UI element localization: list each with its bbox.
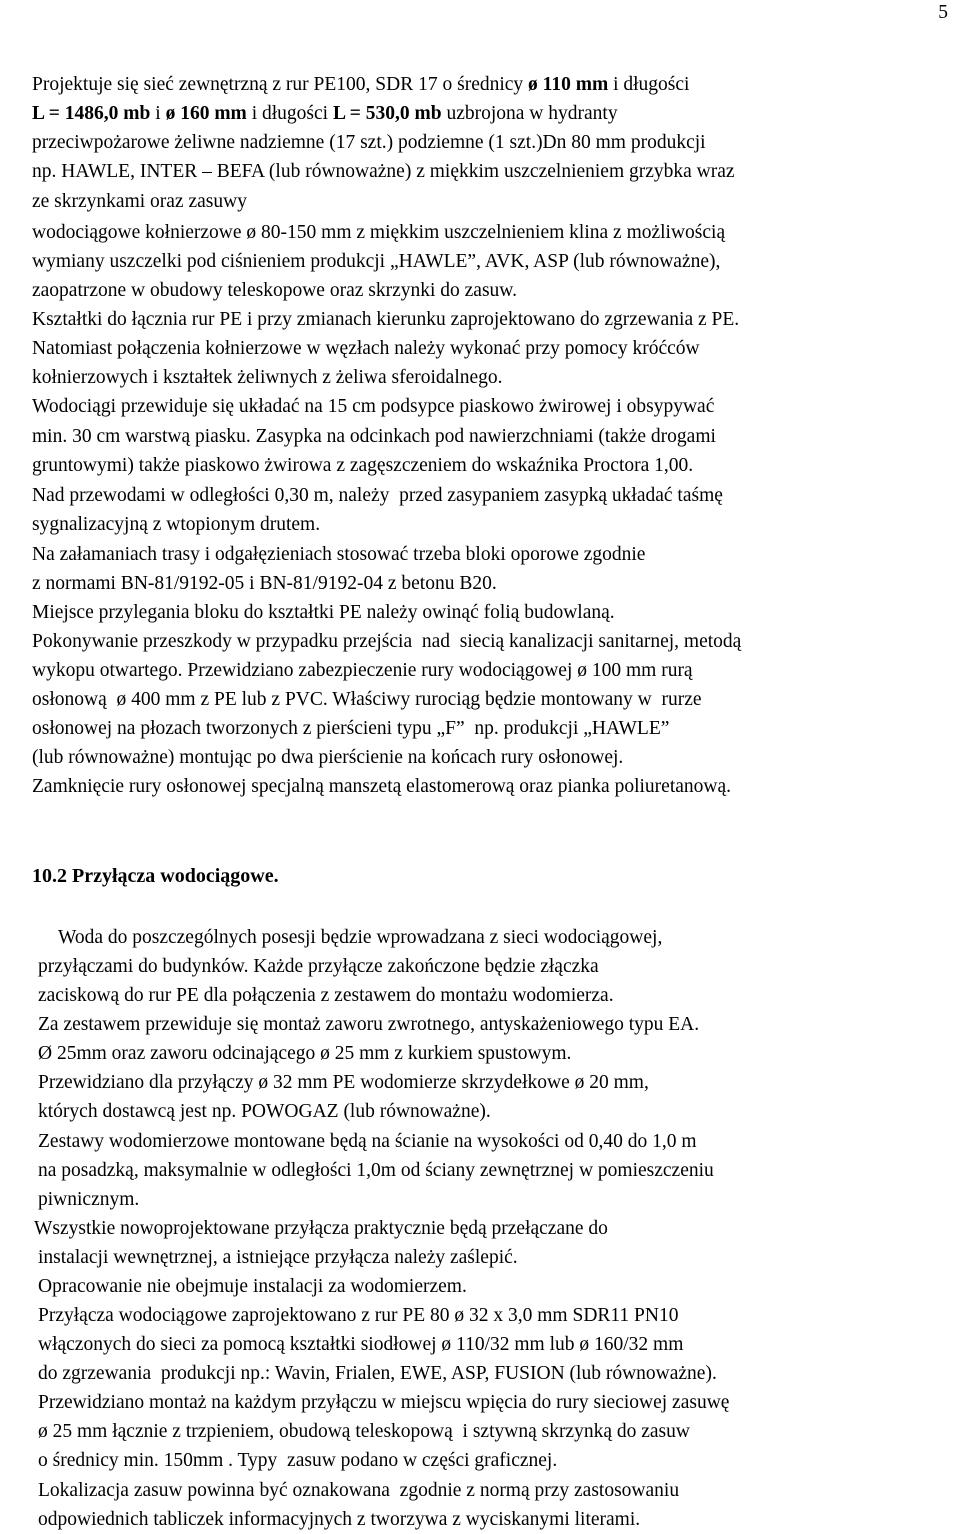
paragraph-line: Zamknięcie rury osłonowej specjalną manszetą elastomerową oraz pianka poliuretanową. [32, 776, 732, 797]
paragraph-line: Na załamaniach trasy i odgałęzieniach stosować trzeba bloki oporowe zgodnie [32, 544, 646, 565]
page-number: 5 [938, 2, 948, 23]
paragraph-line: Nad przewodami w odległości 0,30 m, należy przed zasypaniem zasypką układać taśmę [32, 485, 723, 506]
paragraph-line: sygnalizacyjną z wtopionym drutem. [32, 514, 321, 535]
paragraph-line: Natomiast połączenia kołnierzowe w węzłach należy wykonać przy pomocy króćców [32, 338, 700, 359]
paragraph-line: L = 1486,0 mb i ø 160 mm i długości L = 530,0 mb uzbrojona w hydranty [32, 103, 618, 124]
paragraph-line: Opracowanie nie obejmuje instalacji za wodomierzem. [38, 1276, 467, 1297]
paragraph-line: wymiany uszczelki pod ciśnieniem produkcji „HAWLE”, AVK, ASP (lub równoważne), [32, 251, 721, 272]
paragraph-line: Przewidziano dla przyłączy ø 32 mm PE wodomierze skrzydełkowe ø 20 mm, [38, 1072, 649, 1093]
paragraph-line: (lub równoważne) montując po dwa pierścienie na końcach rury osłonowej. [32, 747, 624, 768]
paragraph-line: Wodociągi przewiduje się układać na 15 cm podsypce piaskowo żwirowej i obsypywać [32, 396, 715, 417]
paragraph-line: np. HAWLE, INTER – BEFA (lub równoważne) z miękkim uszczelnieniem grzybka wraz [32, 161, 735, 182]
paragraph-line: gruntowymi) także piaskowo żwirowa z zagęszczeniem do wskaźnika Proctora 1,00. [32, 455, 694, 476]
paragraph-line: Projektuje się sieć zewnętrzną z rur PE100, SDR 17 o średnicy ø 110 mm i długości [32, 74, 690, 95]
section-heading: 10.2 Przyłącza wodociągowe. [32, 865, 279, 887]
paragraph-line: których dostawcą jest np. POWOGAZ (lub równoważne). [38, 1101, 491, 1122]
paragraph-line: wodociągowe kołnierzowe ø 80-150 mm z miękkim uszczelnieniem klina z możliwością [32, 222, 726, 243]
paragraph-line: Woda do poszczególnych posesji będzie wprowadzana z sieci wodociągowej, [58, 927, 663, 948]
paragraph-line: kołnierzowych i kształtek żeliwnych z żeliwa sferoidalnego. [32, 367, 503, 388]
paragraph-line: na posadzką, maksymalnie w odległości 1,0m od ściany zewnętrznej w pomieszczeniu [38, 1160, 714, 1181]
paragraph-line: Przyłącza wodociągowe zaprojektowano z rur PE 80 ø 32 x 3,0 mm SDR11 PN10 [38, 1305, 679, 1326]
paragraph-line: ze skrzynkami oraz zasuwy [32, 191, 247, 212]
paragraph-line: wykopu otwartego. Przewidziano zabezpieczenie rury wodociągowej ø 100 mm rurą [32, 660, 693, 681]
paragraph-line: Za zestawem przewiduje się montaż zaworu zwrotnego, antyskażeniowego typu EA. [38, 1014, 700, 1035]
paragraph-line: Lokalizacja zasuw powinna być oznakowana zgodnie z normą przy zastosowaniu [38, 1480, 680, 1501]
paragraph-line: ø 25 mm łącznie z trzpieniem, obudową teleskopową i sztywną skrzynką do zasuw [38, 1421, 690, 1442]
paragraph-line: do zgrzewania produkcji np.: Wavin, Frialen, EWE, ASP, FUSION (lub równoważne). [38, 1363, 717, 1384]
paragraph-line: instalacji wewnętrznej, a istniejące przyłącza należy zaślepić. [38, 1247, 518, 1268]
paragraph-line: zaciskową do rur PE dla połączenia z zestawem do montażu wodomierza. [38, 985, 614, 1006]
paragraph-line: Pokonywanie przeszkody w przypadku przejścia nad siecią kanalizacji sanitarnej, metodą [32, 631, 742, 652]
paragraph-line: przeciwpożarowe żeliwne nadziemne (17 szt.) podziemne (1 szt.)Dn 80 mm produkcji [32, 132, 706, 153]
paragraph-line: osłonową ø 400 mm z PE lub z PVC. Właściwy rurociąg będzie montowany w rurze [32, 689, 702, 710]
paragraph-line: przyłączami do budynków. Każde przyłącze zakończone będzie złączka [38, 956, 599, 977]
paragraph-line: Miejsce przylegania bloku do kształtki PE należy owinąć folią budowlaną. [32, 602, 615, 623]
paragraph-line: Ø 25mm oraz zaworu odcinającego ø 25 mm z kurkiem spustowym. [38, 1043, 572, 1064]
paragraph-line: piwnicznym. [38, 1189, 140, 1210]
paragraph-line: Przewidziano montaż na każdym przyłączu w miejscu wpięcia do rury sieciowej zasuwę [38, 1392, 730, 1413]
paragraph-line: min. 30 cm warstwą piasku. Zasypka na odcinkach pod nawierzchniami (także drogami [32, 426, 716, 447]
paragraph-line: Kształtki do łącznia rur PE i przy zmianach kierunku zaprojektowano do zgrzewania z PE. [32, 309, 740, 330]
paragraph-line: osłonowej na płozach tworzonych z pierścieni typu „F” np. produkcji „HAWLE” [32, 718, 670, 739]
paragraph-line: Wszystkie nowoprojektowane przyłącza praktycznie będą przełączane do [34, 1218, 608, 1239]
paragraph-line: włączonych do sieci za pomocą kształtki siodłowej ø 110/32 mm lub ø 160/32 mm [38, 1334, 684, 1355]
paragraph-line: odpowiednich tabliczek informacyjnych z tworzywa z wyciskanymi literami. [38, 1509, 641, 1530]
paragraph-line: o średnicy min. 150mm . Typy zasuw podano w części graficznej. [38, 1450, 558, 1471]
paragraph-line: Zestawy wodomierzowe montowane będą na ścianie na wysokości od 0,40 do 1,0 m [38, 1131, 697, 1152]
paragraph-line: zaopatrzone w obudowy teleskopowe oraz skrzynki do zasuw. [32, 280, 517, 301]
paragraph-line: z normami BN-81/9192-05 i BN-81/9192-04 z betonu B20. [32, 573, 497, 594]
